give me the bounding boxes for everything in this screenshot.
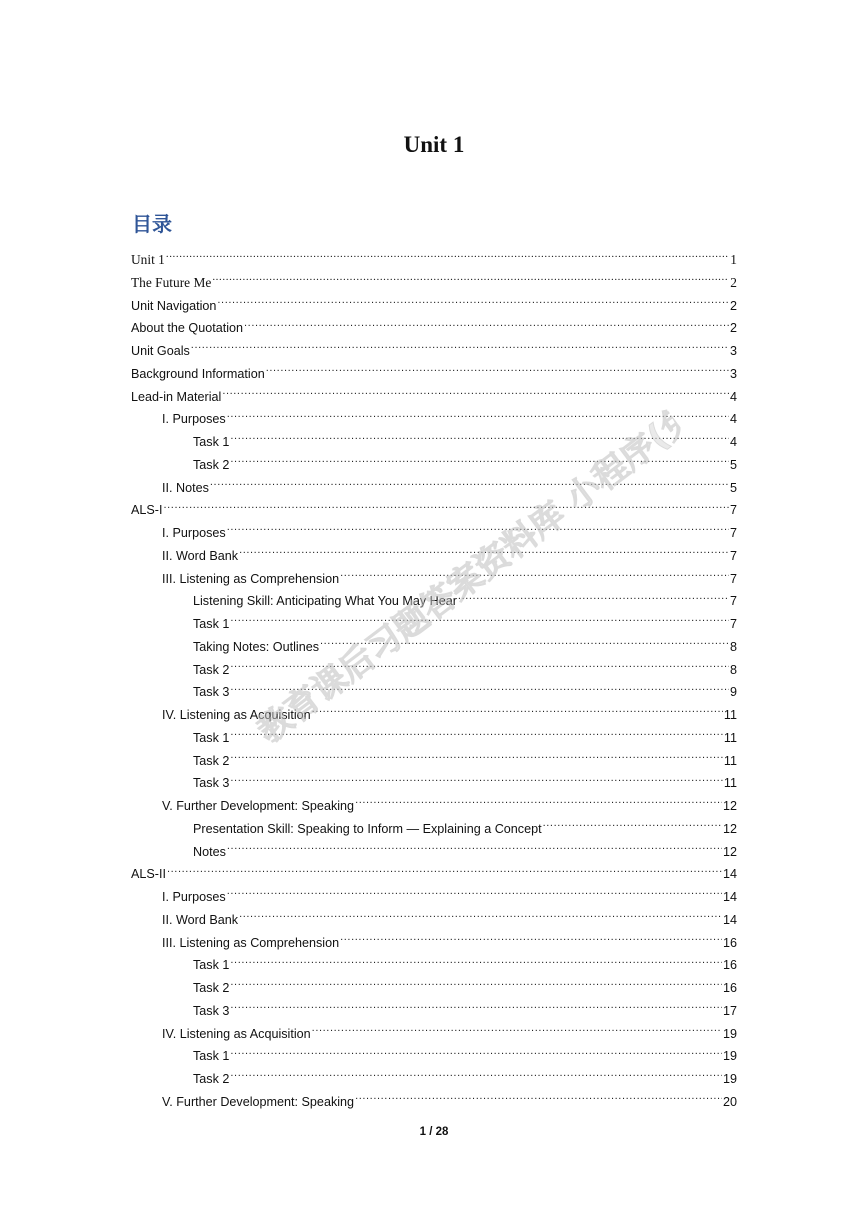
toc-heading: 目录 xyxy=(132,212,172,236)
toc-entry-title: Background Information xyxy=(131,366,265,381)
toc-entry[interactable] xyxy=(131,340,737,363)
toc-entry-page: 7 xyxy=(729,503,737,518)
toc-entry[interactable] xyxy=(131,317,737,340)
toc-dot-leader xyxy=(210,479,729,492)
table-of-contents xyxy=(131,249,737,1114)
toc-dot-leader xyxy=(167,866,722,879)
toc-entry[interactable] xyxy=(131,681,737,704)
toc-entry[interactable] xyxy=(131,1023,737,1046)
toc-entry[interactable] xyxy=(131,545,737,568)
toc-dot-leader xyxy=(191,342,729,355)
toc-entry-title: Task 2 xyxy=(193,753,230,768)
toc-entry-title: Task 3 xyxy=(193,776,230,791)
toc-dot-leader xyxy=(166,251,729,264)
toc-entry[interactable] xyxy=(131,818,737,841)
toc-entry-title: Task 1 xyxy=(193,958,230,973)
toc-entry-title: IV. Listening as Acquisition xyxy=(162,1026,311,1041)
toc-dot-leader xyxy=(230,752,723,765)
toc-entry[interactable] xyxy=(131,272,737,295)
toc-entry[interactable] xyxy=(131,795,737,818)
toc-entry-page: 2 xyxy=(730,274,737,290)
toc-dot-leader xyxy=(164,502,729,515)
toc-entry-page: 8 xyxy=(729,639,737,654)
toc-dot-leader xyxy=(230,1070,722,1083)
toc-entry[interactable] xyxy=(131,886,737,909)
toc-entry-title: Task 1 xyxy=(193,617,230,631)
toc-dot-leader xyxy=(239,547,729,560)
toc-entry[interactable] xyxy=(131,249,737,272)
toc-entry-title: Unit Navigation xyxy=(131,298,217,313)
toc-entry[interactable] xyxy=(131,977,737,1000)
toc-entry-title: Task 3 xyxy=(193,1003,230,1018)
toc-entry-title: Listening Skill: Anticipating What You May Hear xyxy=(193,594,457,609)
toc-entry-page: 4 xyxy=(729,389,737,404)
toc-dot-leader xyxy=(340,934,722,947)
toc-entry[interactable] xyxy=(131,727,737,750)
toc-entry-page: 3 xyxy=(729,344,737,358)
toc-dot-leader xyxy=(227,843,722,856)
toc-entry-title: Notes xyxy=(193,844,226,859)
toc-dot-leader xyxy=(230,979,722,992)
toc-entry-title: ALS-I xyxy=(131,503,163,518)
toc-dot-leader xyxy=(230,615,729,628)
toc-dot-leader xyxy=(227,411,729,424)
toc-entry-page: 12 xyxy=(722,821,737,836)
toc-entry-page: 17 xyxy=(722,1003,737,1018)
toc-dot-leader xyxy=(230,661,729,674)
toc-entry-page: 3 xyxy=(729,366,737,381)
toc-entry[interactable] xyxy=(131,386,737,409)
toc-entry[interactable] xyxy=(131,750,737,773)
toc-dot-leader xyxy=(355,1093,722,1106)
toc-entry-title: II. Word Bank xyxy=(162,912,239,927)
toc-entry-page: 16 xyxy=(722,981,737,995)
toc-entry[interactable] xyxy=(131,772,737,795)
toc-dot-leader xyxy=(355,797,722,810)
toc-entry-page: 14 xyxy=(722,890,737,904)
toc-entry-title: About the Quotation xyxy=(131,321,244,336)
toc-entry-title: Unit Goals xyxy=(131,344,190,358)
toc-entry-title: Task 2 xyxy=(193,1072,230,1086)
toc-entry[interactable] xyxy=(131,431,737,454)
toc-entry[interactable] xyxy=(131,568,737,591)
toc-dot-leader xyxy=(340,570,729,583)
toc-entry-page: 11 xyxy=(723,776,737,791)
toc-entry-page: 19 xyxy=(722,1049,737,1064)
toc-dot-leader xyxy=(458,593,729,606)
toc-entry[interactable] xyxy=(131,295,737,318)
toc-entry-title: Task 2 xyxy=(193,981,230,995)
toc-entry-title: I. Purposes xyxy=(162,890,226,904)
toc-entry-title: Taking Notes: Outlines xyxy=(193,639,319,654)
toc-entry[interactable] xyxy=(131,477,737,500)
toc-entry-title: III. Listening as Comprehension xyxy=(162,935,340,950)
toc-entry[interactable] xyxy=(131,1000,737,1023)
toc-entry-title: V. Further Development: Speaking xyxy=(162,799,355,813)
toc-entry-page: 2 xyxy=(729,298,737,313)
toc-dot-leader xyxy=(227,888,722,901)
toc-entry[interactable] xyxy=(131,363,737,386)
toc-entry-title: Lead-in Material xyxy=(131,389,222,404)
toc-entry[interactable] xyxy=(131,408,737,431)
toc-entry[interactable] xyxy=(131,454,737,477)
toc-entry[interactable] xyxy=(131,636,737,659)
toc-entry[interactable] xyxy=(131,1091,737,1114)
toc-entry-title: III. Listening as Comprehension xyxy=(162,571,340,586)
toc-entry[interactable] xyxy=(131,499,737,522)
toc-entry-page: 8 xyxy=(729,662,737,677)
toc-dot-leader xyxy=(227,524,729,537)
toc-entry[interactable] xyxy=(131,954,737,977)
toc-dot-leader xyxy=(222,388,729,401)
page-title: Unit 1 xyxy=(403,132,465,157)
toc-entry-title: I. Purposes xyxy=(162,526,226,540)
toc-entry-page: 5 xyxy=(729,480,737,495)
toc-entry-page: 7 xyxy=(729,526,737,540)
toc-entry-title: II. Word Bank xyxy=(162,548,239,563)
toc-entry-title: Presentation Skill: Speaking to Inform — Explaining a Concept xyxy=(193,821,542,836)
toc-entry-page: 14 xyxy=(722,867,737,882)
toc-dot-leader xyxy=(312,706,723,719)
toc-entry-page: 7 xyxy=(729,571,737,586)
toc-entry-page: 11 xyxy=(723,708,737,722)
toc-dot-leader xyxy=(244,320,729,333)
page-number: 1 / 28 xyxy=(419,1126,449,1138)
toc-entry-title: The Future Me xyxy=(131,274,212,290)
toc-entry[interactable] xyxy=(131,613,737,636)
toc-entry-title: I. Purposes xyxy=(162,412,226,427)
toc-dot-leader xyxy=(230,1048,722,1061)
toc-entry-page: 7 xyxy=(729,548,737,563)
toc-entry-title: ALS-II xyxy=(131,867,166,882)
toc-entry[interactable] xyxy=(131,1045,737,1068)
toc-entry-title: Task 1 xyxy=(193,730,230,745)
toc-entry-title: IV. Listening as Acquisition xyxy=(162,708,311,722)
toc-entry-page: 11 xyxy=(723,753,737,768)
toc-entry-title: Task 3 xyxy=(193,685,230,700)
toc-dot-leader xyxy=(230,456,729,469)
toc-entry-page: 14 xyxy=(722,912,737,927)
toc-entry-page: 20 xyxy=(722,1094,737,1109)
toc-dot-leader xyxy=(230,775,723,788)
toc-dot-leader xyxy=(217,297,729,310)
toc-entry-page: 16 xyxy=(722,935,737,950)
toc-dot-leader xyxy=(239,911,722,924)
toc-dot-leader xyxy=(230,684,729,697)
toc-entry-page: 11 xyxy=(723,730,737,745)
toc-dot-leader xyxy=(543,820,722,833)
toc-entry-page: 16 xyxy=(722,958,737,973)
toc-entry[interactable] xyxy=(131,909,737,932)
toc-dot-leader xyxy=(266,365,729,378)
toc-entry-page: 2 xyxy=(729,321,737,336)
toc-entry-page: 12 xyxy=(722,799,737,813)
toc-entry[interactable] xyxy=(131,1068,737,1091)
toc-entry-page: 5 xyxy=(729,457,737,472)
toc-entry-page: 9 xyxy=(729,685,737,700)
toc-dot-leader xyxy=(230,1002,722,1015)
toc-entry[interactable] xyxy=(131,841,737,864)
toc-entry[interactable] xyxy=(131,863,737,886)
toc-entry-page: 7 xyxy=(729,617,737,631)
toc-entry[interactable] xyxy=(131,590,737,613)
toc-dot-leader xyxy=(230,729,723,742)
toc-entry[interactable] xyxy=(131,659,737,682)
toc-entry-title: II. Notes xyxy=(162,480,209,495)
toc-entry-page: 4 xyxy=(729,412,737,427)
toc-entry-title: Task 1 xyxy=(193,435,230,449)
toc-entry-page: 4 xyxy=(729,435,737,449)
toc-entry-page: 12 xyxy=(722,844,737,859)
toc-entry-title: Task 1 xyxy=(193,1049,230,1064)
toc-dot-leader xyxy=(230,957,722,970)
toc-entry[interactable] xyxy=(131,522,737,545)
toc-entry-page: 19 xyxy=(722,1026,737,1041)
toc-dot-leader xyxy=(212,273,729,286)
toc-entry-page: 19 xyxy=(722,1072,737,1086)
toc-entry-title: Unit 1 xyxy=(131,252,165,267)
toc-entry[interactable] xyxy=(131,704,737,727)
toc-entry-title: Task 2 xyxy=(193,662,230,677)
watermark-text: 高等教育课后习题答案资料库 小程序(免费) xyxy=(226,375,714,785)
toc-entry-page: 7 xyxy=(729,594,737,609)
toc-entry-page: 1 xyxy=(730,252,737,267)
toc-entry-title: V. Further Development: Speaking xyxy=(162,1094,355,1109)
toc-dot-leader xyxy=(320,638,729,651)
toc-dot-leader xyxy=(230,433,729,446)
toc-entry-title: Task 2 xyxy=(193,457,230,472)
toc-dot-leader xyxy=(312,1025,722,1038)
toc-entry[interactable] xyxy=(131,932,737,955)
